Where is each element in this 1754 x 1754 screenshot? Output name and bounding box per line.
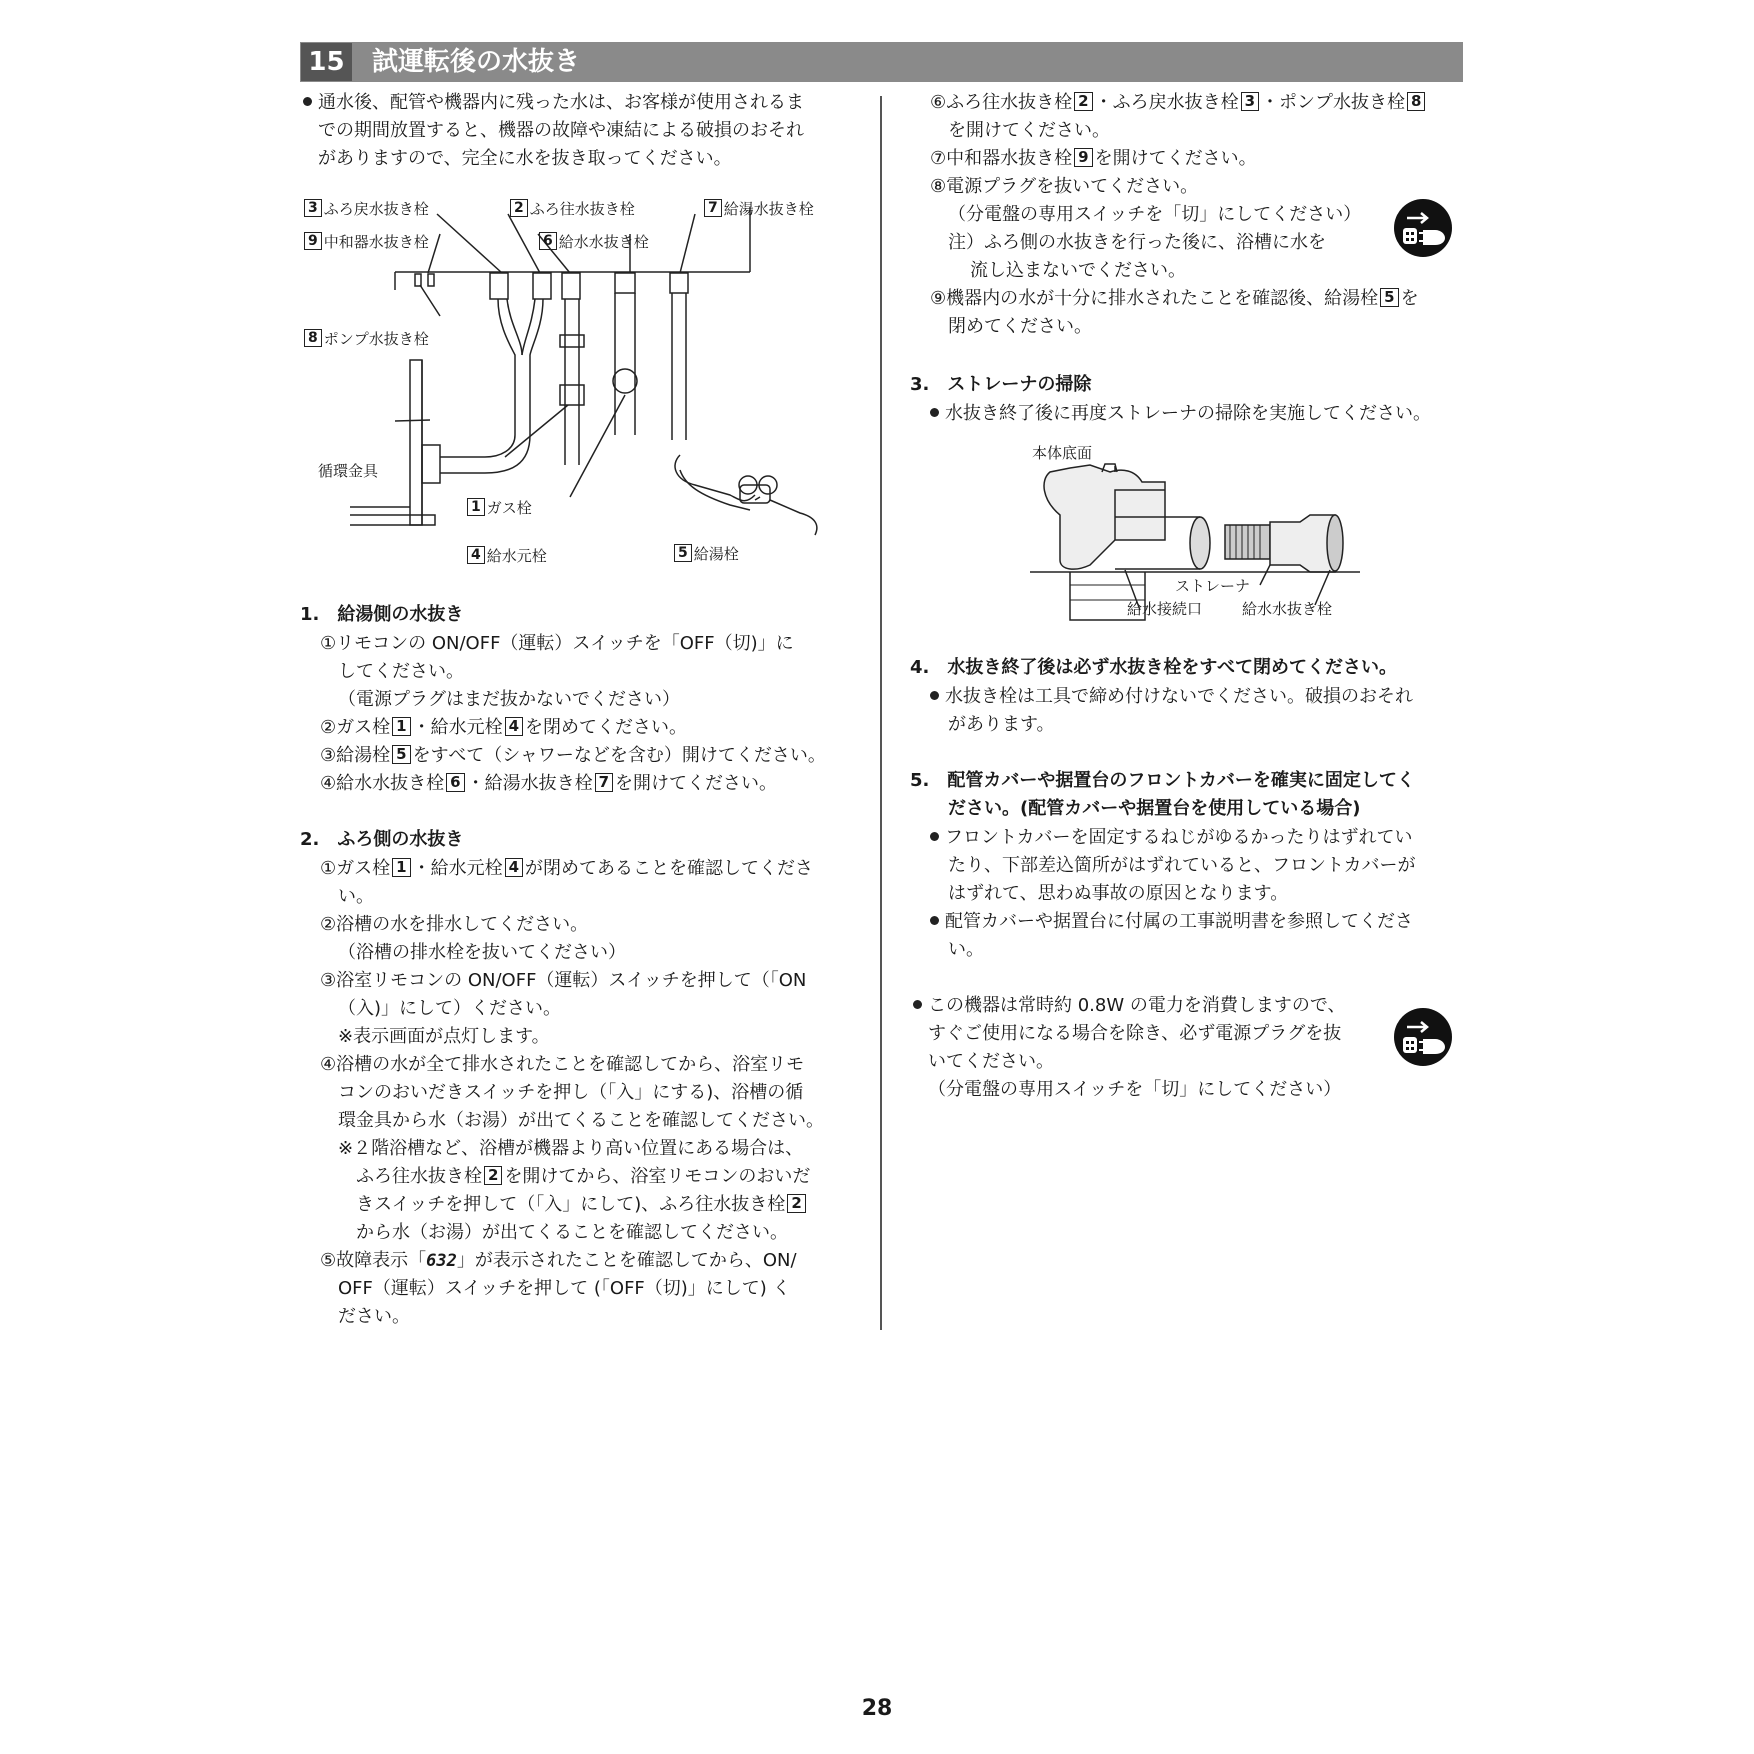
label-text: 中和器水抜き栓: [323, 233, 429, 251]
label-text: ガス栓: [486, 499, 532, 517]
t: を開けてください。: [1094, 148, 1257, 169]
s1-a2: してください。: [338, 661, 464, 682]
r-i1: [930, 285, 1419, 313]
label-circulation-fitting: 循環金具: [318, 462, 379, 480]
unplug-icon: [1393, 1007, 1453, 1067]
s3-title: 3. ストレーナの掃除: [910, 374, 1092, 395]
s5-title-2: ださい。(配管カバーや据置台を使用している場合): [948, 798, 1361, 819]
key-4: 4: [467, 546, 485, 564]
key-2: 2: [510, 199, 528, 217]
s2-n3: [356, 1191, 808, 1219]
s1-title: 1. 給湯側の水抜き: [300, 604, 464, 625]
s1-d: [320, 770, 777, 798]
key-1: 1: [392, 717, 410, 736]
s2-d3: 環金具から水（お湯）が出てくることを確認してください。: [338, 1110, 824, 1131]
s1-b: [320, 714, 687, 742]
label-water-supply-drain: [537, 232, 649, 251]
s4-b2: があります。: [948, 714, 1055, 735]
label-hot-water-tap: [672, 544, 739, 563]
key-5: 5: [674, 544, 692, 562]
label-water-drain-plug: 給水水抜き栓: [1242, 600, 1333, 618]
t: ②ガス栓: [320, 717, 391, 738]
t: をすべて（シャワーなどを含む）開けてください。: [412, 745, 826, 766]
bullet-icon: [303, 97, 312, 106]
label-text: 給湯栓: [693, 545, 739, 563]
s4-title: 4. 水抜き終了後は必ず水抜き栓をすべて閉めてください。: [910, 657, 1397, 678]
intro-line-2: での期間放置すると、機器の故障や凍結による破損のおそれ: [318, 120, 804, 141]
t: 」が表示されたことを確認してから、ON/: [456, 1250, 797, 1271]
key-9: 9: [1074, 148, 1092, 167]
s2-n2: [356, 1163, 810, 1191]
r-h1: ⑧電源プラグを抜いてください。: [930, 176, 1199, 197]
t: 水抜き終了後に再度ストレーナの掃除を実施してください。: [945, 403, 1431, 424]
t: ⑦中和器水抜き栓: [930, 148, 1073, 169]
s2-b2: （浴槽の排水栓を抜いてください）: [338, 942, 626, 963]
label-water-inlet: 給水接続口: [1127, 600, 1203, 618]
s2-e3: ださい。: [338, 1306, 410, 1327]
t: ふろ往水抜き栓: [356, 1166, 482, 1187]
intro-line-1: [303, 89, 804, 117]
s5-b1: [930, 908, 1413, 936]
t: ・給湯水抜き栓: [466, 773, 593, 794]
s2-b1: ②浴槽の水を排水してください。: [320, 914, 589, 935]
t: が閉めてあることを確認してくださ: [525, 858, 814, 879]
power-p1: [913, 992, 1346, 1020]
bullet-icon: [930, 832, 939, 841]
key-5: 5: [392, 745, 410, 764]
label-text: ふろ往水抜き栓: [529, 200, 635, 218]
section-number: 15: [301, 43, 352, 81]
s2-d2: コンのおいだきスイッチを押し（「入」にする)、浴槽の循: [338, 1082, 804, 1103]
key-5: 5: [1380, 288, 1398, 307]
key-7: 7: [595, 773, 613, 792]
s1-a3: （電源プラグはまだ抜かないでください）: [338, 689, 680, 710]
s5-b2: い。: [948, 939, 984, 960]
t: ③給湯栓: [320, 745, 391, 766]
t: 配管カバーや据置台に付属の工事説明書を参照してくださ: [945, 911, 1413, 932]
r-h3: 注）ふろ側の水抜きを行った後に、浴槽に水を: [948, 232, 1326, 253]
label-text: ふろ戻水抜き栓: [323, 200, 429, 218]
label-text: 給水元栓: [486, 547, 547, 565]
s2-c3: ※表示画面が点灯します。: [338, 1026, 550, 1047]
key-2: 2: [787, 1194, 805, 1213]
s2-c2: （入)」にして）ください。: [338, 998, 562, 1019]
s2-a2: い。: [338, 886, 374, 907]
t: ⑥ふろ往水抜き栓: [930, 92, 1073, 113]
key-7: 7: [704, 199, 722, 217]
label-strainer: ストレーナ: [1175, 577, 1251, 595]
s2-a: [320, 855, 813, 883]
key-8: 8: [1407, 92, 1425, 111]
s1-a1: ①リモコンの ON/OFF（運転）スイッチを「OFF（切)」に: [320, 633, 794, 654]
t: この機器は常時約 0.8W の電力を消費しますので、: [928, 995, 1346, 1016]
label-pump-drain: [302, 329, 429, 348]
key-3: 3: [1241, 92, 1259, 111]
error-code: 632: [426, 1251, 457, 1271]
s2-n1: ※２階浴槽など、浴槽が機器より高い位置にある場合は、: [338, 1138, 804, 1159]
s2-title: 2. ふろ側の水抜き: [300, 829, 464, 850]
t: を開けてください。: [615, 773, 778, 794]
t: を閉めてください。: [525, 717, 688, 738]
t: きスイッチを押して（「入」にして)、ふろ往水抜き栓: [356, 1194, 786, 1215]
key-4: 4: [505, 858, 523, 877]
key-2: 2: [1074, 92, 1092, 111]
s5-a3: はずれて、思わぬ事故の原因となります。: [948, 883, 1289, 904]
r-h2: （分電盤の専用スイッチを「切」にしてください）: [948, 204, 1362, 225]
label-text: 給湯水抜き栓: [723, 200, 814, 218]
key-9: 9: [304, 232, 322, 250]
s2-c1: ③浴室リモコンの ON/OFF（運転）スイッチを押して（「ON: [320, 970, 807, 991]
s5-a1: [930, 824, 1412, 852]
t: を開けてから、浴室リモコンのおいだ: [504, 1166, 811, 1187]
s4-b1: [930, 683, 1413, 711]
section-title: 試運転後の水抜き: [372, 47, 581, 77]
t: ・給水元栓: [412, 717, 503, 738]
bullet-icon: [913, 1000, 922, 1009]
column-divider: [880, 96, 882, 1330]
label-unit-bottom: 本体底面: [1032, 444, 1093, 462]
unplug-icon: [1393, 198, 1453, 258]
s5-a2: たり、下部差込箇所がはずれていると、フロントカバーが: [948, 855, 1416, 876]
key-2: 2: [484, 1166, 502, 1185]
key-1: 1: [467, 498, 485, 516]
r-f2: を開けてください。: [948, 120, 1110, 141]
t: ⑨機器内の水が十分に排水されたことを確認後、給湯栓: [930, 288, 1379, 309]
label-furo-supply-drain: [508, 199, 635, 218]
r-i2: 閉めてください。: [948, 316, 1092, 337]
s1-c: [320, 742, 826, 770]
key-4: 4: [505, 717, 523, 736]
intro-line-3: がありますので、完全に水を抜き取ってください。: [318, 148, 732, 169]
label-furo-return-drain: [302, 199, 429, 218]
bullet-icon: [930, 408, 939, 417]
label-text: 給水水抜き栓: [558, 233, 649, 251]
r-f1: [930, 89, 1427, 117]
bullet-icon: [930, 691, 939, 700]
t: ④給水水抜き栓: [320, 773, 445, 794]
power-p4: （分電盤の専用スイッチを「切」にしてください）: [928, 1079, 1342, 1100]
page-number: 28: [861, 1696, 893, 1721]
s3-b1: [930, 400, 1431, 428]
key-3: 3: [304, 199, 322, 217]
t: 水抜き栓は工具で締め付けないでください。破損のおそれ: [945, 686, 1413, 707]
intro-text-1: 通水後、配管や機器内に残った水は、お客様が使用されるま: [318, 92, 804, 113]
t: ・ポンプ水抜き栓: [1261, 92, 1406, 113]
s2-e2: OFF（運転）スイッチを押して (「OFF（切)」にして) く: [338, 1278, 791, 1299]
s5-title-1: 5. 配管カバーや据置台のフロントカバーを確実に固定してく: [910, 770, 1415, 791]
label-water-main-valve: [465, 546, 547, 565]
bullet-icon: [930, 916, 939, 925]
s2-n4: から水（お湯）が出てくることを確認してください。: [356, 1222, 788, 1243]
t: ・給水元栓: [412, 858, 503, 879]
label-neutralizer-drain: [302, 232, 429, 251]
t: ⑤故障表示「: [320, 1250, 427, 1271]
label-text: ポンプ水抜き栓: [323, 330, 429, 348]
r-h4: 流し込まないでください。: [970, 260, 1186, 281]
label-hot-water-drain: [702, 199, 814, 218]
key-8: 8: [304, 329, 322, 347]
power-p2: すぐご使用になる場合を除き、必ず電源プラグを抜: [928, 1023, 1342, 1044]
r-g: [930, 145, 1257, 173]
t: ①ガス栓: [320, 858, 391, 879]
power-p3: いてください。: [928, 1051, 1054, 1072]
key-1: 1: [392, 858, 410, 877]
s2-d1: ④浴槽の水が全て排水されたことを確認してから、浴室リモ: [320, 1054, 805, 1075]
drain-plug-diagram: [300, 195, 860, 580]
label-gas-valve: [465, 498, 532, 517]
key-6: 6: [539, 232, 557, 250]
s2-e1: [320, 1247, 797, 1275]
t: を: [1400, 288, 1419, 309]
t: ・ふろ戻水抜き栓: [1094, 92, 1239, 113]
t: フロントカバーを固定するねじがゆるかったりはずれてい: [945, 827, 1413, 848]
key-6: 6: [446, 773, 464, 792]
